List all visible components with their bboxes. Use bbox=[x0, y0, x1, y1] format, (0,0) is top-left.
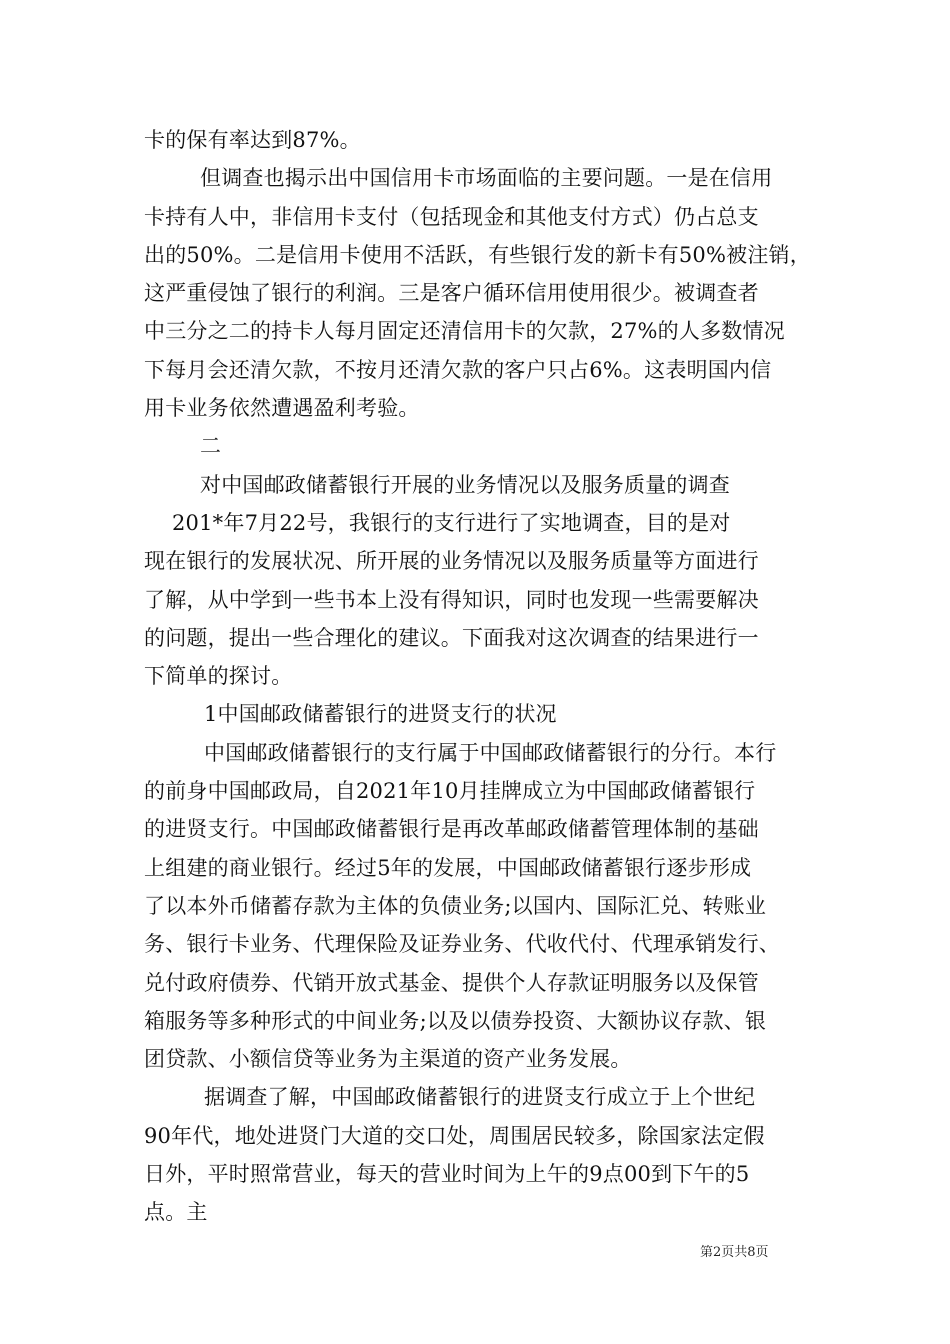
text-line: 上组建的商业银行。经过5年的发展，中国邮政储蓄银行逐步形成 bbox=[144, 855, 752, 880]
text-line: 团贷款、小额信贷等业务为主渠道的资产业务发展。 bbox=[144, 1047, 632, 1072]
text-line: 中三分之二的持卡人每月固定还清信用卡的欠款，27%的人多数情况 bbox=[144, 319, 785, 344]
text-line: 务、银行卡业务、代理保险及证券业务、代收代付、代理承销发行、 bbox=[144, 932, 780, 957]
text-line: 现在银行的发展状况、所开展的业务情况以及服务质量等方面进行 bbox=[144, 549, 759, 574]
text-line: 用卡业务依然遭遇盈利考验。 bbox=[144, 396, 420, 421]
text-line: 卡的保有率达到87%。 bbox=[144, 128, 361, 152]
section-title: 对中国邮政储蓄银行开展的业务情况以及服务质量的调查 bbox=[200, 472, 730, 497]
text-line: 的进贤支行。中国邮政储蓄银行是再改革邮政储蓄管理体制的基础 bbox=[144, 817, 759, 842]
text-line: 90年代，地处进贤门大道的交口处，周围居民较多，除国家法定假 bbox=[144, 1123, 765, 1148]
text-line: 箱服务等多种形式的中间业务;以及以债券投资、大额协议存款、银 bbox=[144, 1008, 767, 1033]
text-line: 了以本外币储蓄存款为主体的负债业务;以国内、国际汇兑、转账业 bbox=[144, 893, 767, 918]
subsection-heading: 1中国邮政储蓄银行的进贤支行的状况 bbox=[204, 702, 557, 727]
text-line: 这严重侵蚀了银行的利润。三是客户循环信用使用很少。被调查者 bbox=[144, 281, 759, 306]
text-line: 的前身中国邮政局，自2021年10月挂牌成立为中国邮政储蓄银行 bbox=[144, 779, 756, 804]
text-line: 兑付政府债券、代销开放式基金、提供个人存款证明服务以及保管 bbox=[144, 970, 759, 995]
text-line: 出的50%。二是信用卡使用不活跃，有些银行发的新卡有50%被注销， bbox=[144, 242, 811, 267]
text-line: 点。主 bbox=[144, 1200, 208, 1225]
paragraph-start: 201*年7月22号，我银行的支行进行了实地调查，目的是对 bbox=[172, 510, 731, 535]
paragraph-start: 但调查也揭示出中国信用卡市场面临的主要问题。一是在信用 bbox=[200, 166, 773, 191]
text-line: 下每月会还清欠款，不按月还清欠款的客户只占6%。这表明国内信 bbox=[144, 357, 772, 382]
section-number: 二 bbox=[200, 434, 222, 459]
text-line: 了解，从中学到一些书本上没有得知识，同时也发现一些需要解决 bbox=[144, 587, 759, 612]
text-line: 下简单的探讨。 bbox=[144, 664, 293, 689]
paragraph-start: 据调查了解，中国邮政储蓄银行的进贤支行成立于上个世纪 bbox=[204, 1085, 756, 1110]
text-line: 日外，平时照常营业，每天的营业时间为上午的9点00到下午的5 bbox=[144, 1162, 750, 1187]
text-line: 的问题，提出一些合理化的建议。下面我对这次调查的结果进行一 bbox=[144, 625, 759, 650]
document-body bbox=[144, 121, 814, 1232]
page-number-footer: 第2页共8页 bbox=[700, 1245, 769, 1260]
paragraph-start: 中国邮政储蓄银行的支行属于中国邮政储蓄银行的分行。本行 bbox=[204, 740, 777, 765]
text-line: 卡持有人中，非信用卡支付（包括现金和其他支付方式）仍占总支 bbox=[144, 204, 759, 229]
